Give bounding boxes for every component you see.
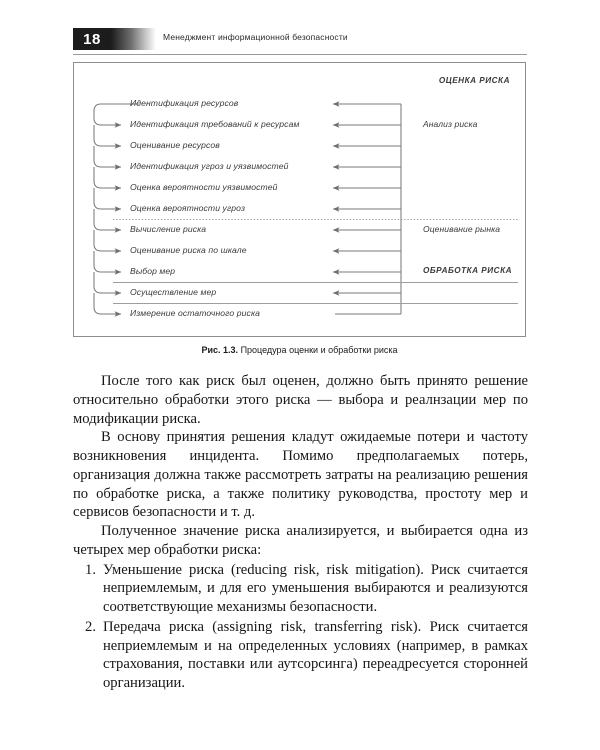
figure-risk-procedure — [73, 62, 526, 337]
header-divider — [73, 54, 527, 55]
list-item — [73, 561, 528, 617]
running-title: Менеджмент информационной безопасности — [163, 32, 348, 42]
list-item — [73, 618, 528, 693]
list-item-text: Уменьшение риска (reducing risk, risk mitigation). Риск считается неприемлемым, и для его уменьшения выбираются и реализуются соответствующие механизмы безопасности. — [103, 561, 528, 615]
figure-step-11: Измерение остаточного риска — [130, 308, 260, 318]
figure-step-6: Оценка вероятности угроз — [130, 203, 246, 213]
list-item-number: 2. — [85, 618, 96, 635]
figure-caption-number: Рис. 1.3. — [201, 345, 239, 355]
paragraph-3: Полученное значение риска анализируется, и выбирается одна из четырех мер обработки риска: — [73, 523, 528, 558]
list-item-number: 1. — [85, 561, 96, 578]
figure-step-5: Оценка вероятности уязвимостей — [130, 182, 278, 192]
figure-group-label-risk-evaluation: Оценивание рынка — [423, 224, 501, 234]
numbered-list — [73, 561, 528, 693]
figure-caption — [73, 345, 526, 355]
figure-caption-text: Процедура оценки и обработки риска — [238, 345, 398, 355]
figure-group-label-risk-treatment: ОБРАБОТКА РИСКА — [423, 266, 513, 275]
body-text — [73, 372, 528, 693]
figure-step-4: Идентификация угроз и уязвимостей — [130, 161, 289, 171]
figure-group-label-risk-analysis: Анализ риска — [423, 119, 478, 129]
figure-step-10: Осуществление мер — [130, 287, 217, 297]
figure-step-9: Выбор мер — [130, 266, 176, 276]
figure-step-7: Вычисление риска — [130, 224, 207, 234]
figure-step-8: Оценивание риска по шкале — [130, 245, 247, 255]
figure-zone-label-assessment: ОЦЕНКА РИСКА — [438, 76, 510, 85]
running-header — [0, 28, 600, 54]
figure-step-1: Идентификация ресурсов — [130, 98, 239, 108]
figure-step-2: Идентификация требований к ресурсам — [130, 119, 300, 129]
list-item-text: Передача риска (assigning risk, transferring risk). Риск считается неприемлемым и на определенных условиях (например, в рамках страхования, поставки или аутсорсинга) переадресуется сторонней организации. — [103, 618, 528, 691]
figure-step-3: Оценивание ресурсов — [130, 140, 220, 150]
paragraph-1: После того как риск был оценен, должно быть принято решение относительно обработки этого риска — выбора и реалнзации мер по модификации риска. — [73, 373, 528, 427]
paragraph-2: В основу принятия решения кладут ожидаемые потери и частоту возникновения инцидента. Помимо предполагаемых потерь, организация должна также рассмотреть затраты на реализацию решения по обработке риска, а также политику руководства, простоту мер и сервисов безопасности и т. д. — [73, 429, 528, 521]
header-gradient-bar — [111, 28, 156, 50]
page-number: 18 — [73, 28, 111, 50]
